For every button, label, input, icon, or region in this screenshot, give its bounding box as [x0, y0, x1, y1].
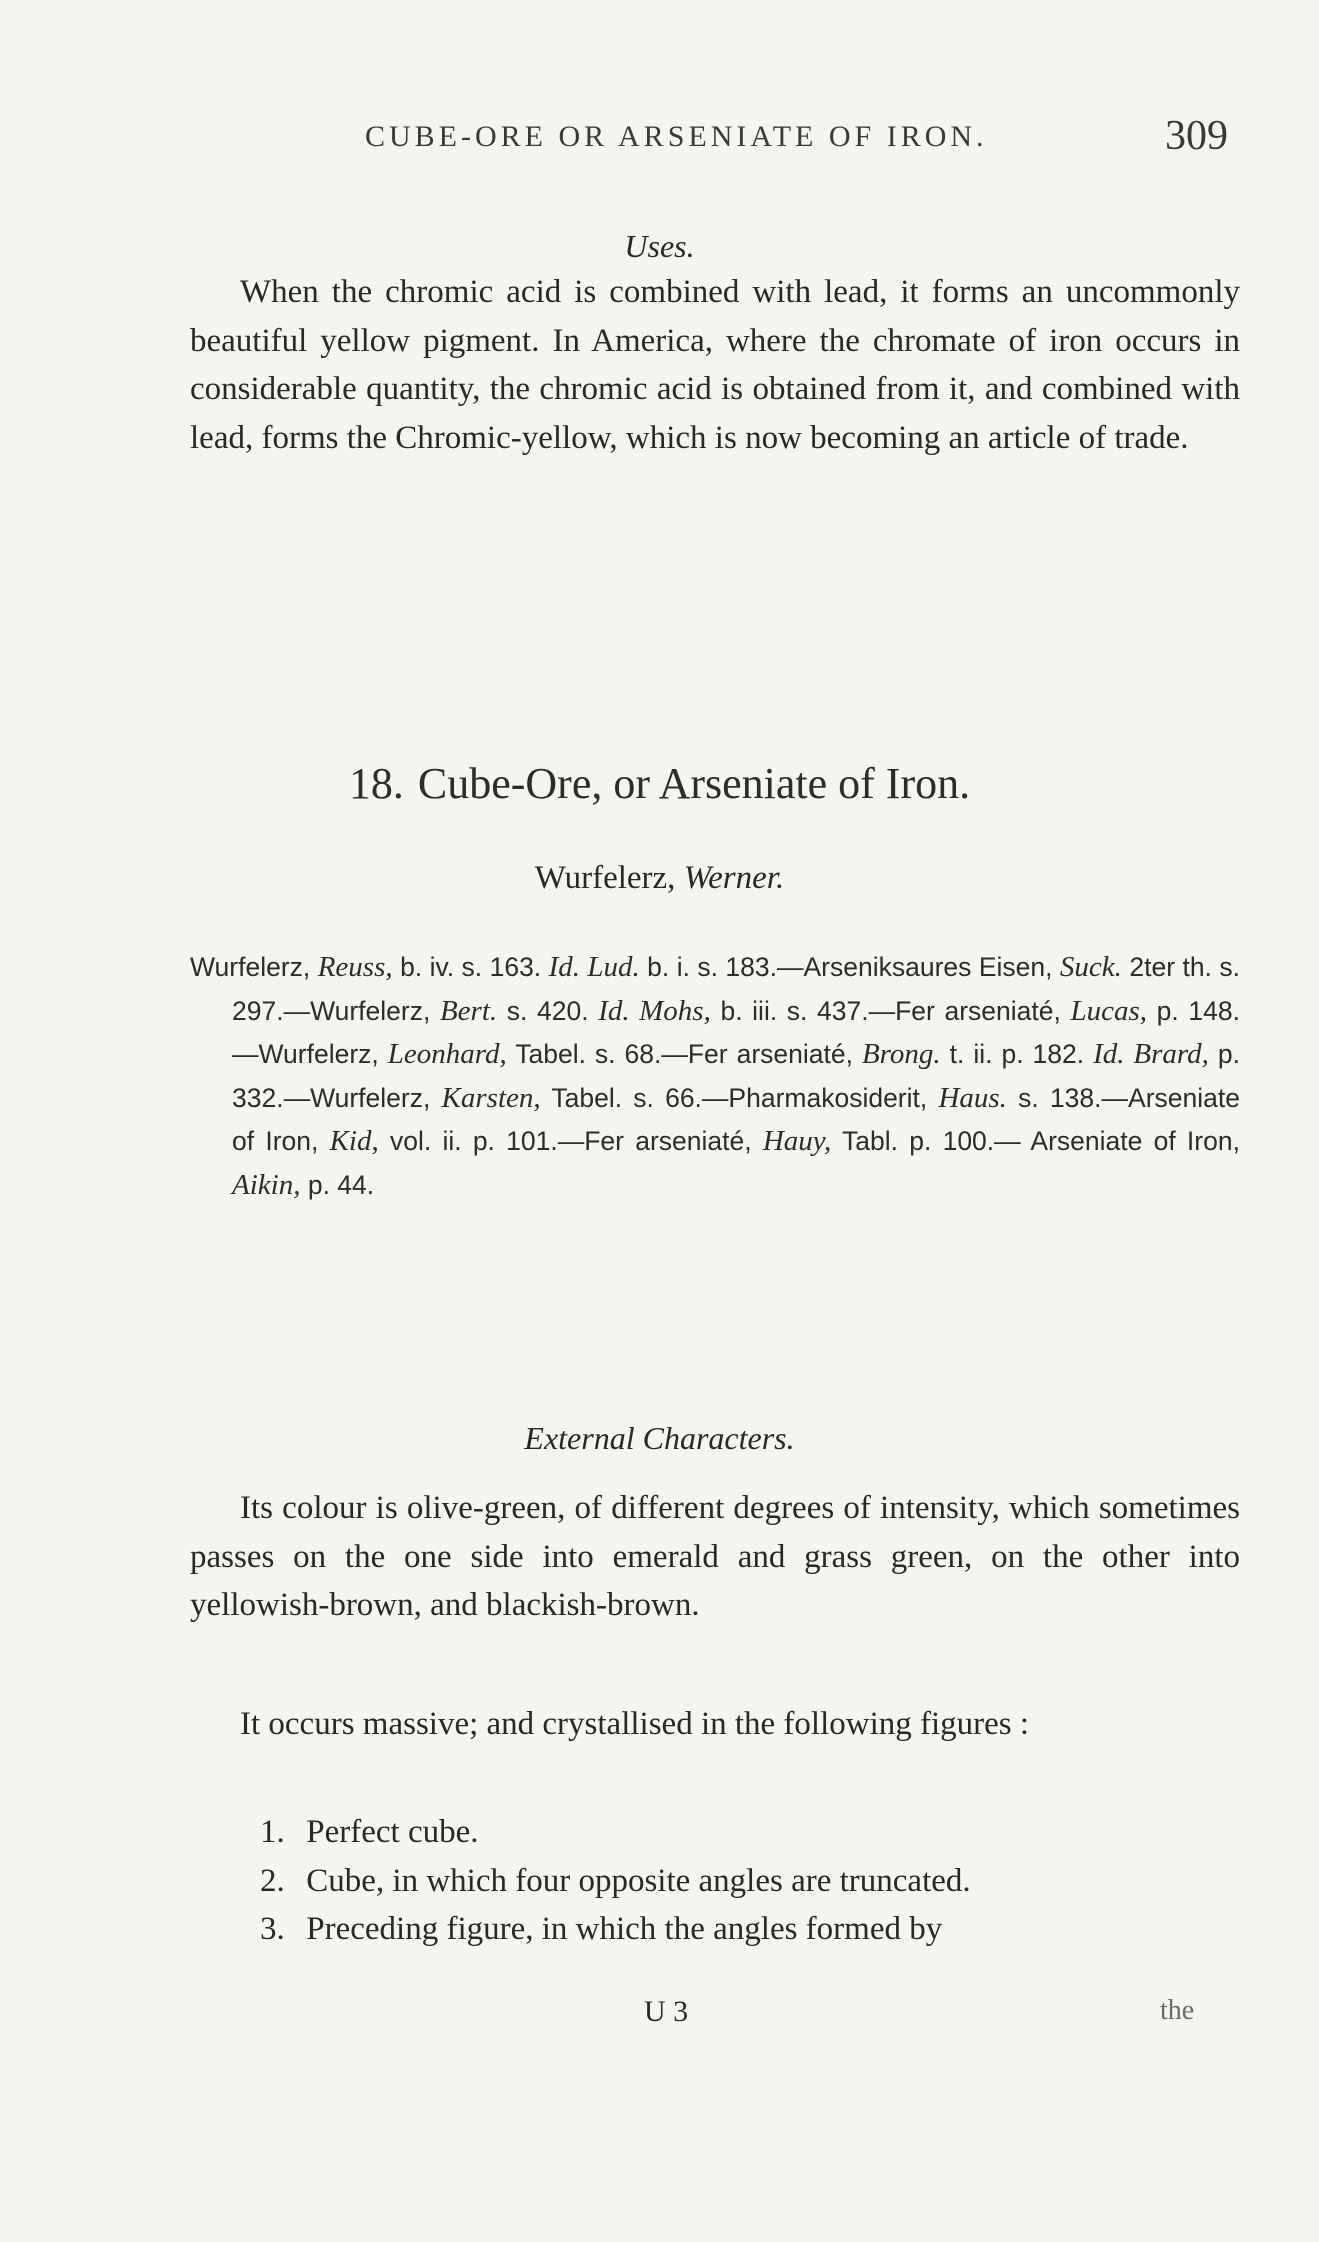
uses-paragraph: When the chromic acid is combined with lead, it forms an uncommonly beautiful yellow pigment. In America, where the chromate of iron occurs in considerable quantity, the chromic acid is obtained from it, and combined with lead, forms the Chromic-yellow, which is now becoming an article of trade.	[190, 274, 1240, 456]
article-heading	[0, 758, 1319, 809]
colour-paragraph: Its colour is olive-green, of different degrees of intensity, which sometimes passes on the one side into emerald and grass green, on the other into yellowish-brown, and blackish-brown.	[190, 1490, 1240, 1623]
synonym-entry: Arseniate of Iron, Kid, vol. ii. p. 101.	[232, 1082, 1240, 1157]
article-number: 18.	[348, 759, 404, 808]
signature-mark: U 3	[644, 1995, 689, 2028]
synonym-entry: Wurfelerz, Bert. s. 420.	[310, 994, 589, 1027]
synonym-entry: Id. Mohs, b. iii. s. 437.	[598, 994, 869, 1027]
uses-heading: Uses.	[624, 228, 695, 264]
external-characters-heading: External Characters.	[524, 1420, 795, 1456]
synonym-entry: Id. Brard, p. 332.	[232, 1038, 1240, 1113]
occurs-paragraph: It occurs massive; and crystallised in the following figures :	[240, 1706, 1030, 1742]
synonymy-paragraph: Wurfelerz, Reuss, b. iv. s. 163. Id. Lud. b. i. s. 183.—Arseniksaures Eisen, Suck. 2ter th. s. 297.—Wurfelerz, Bert. s. 420. Id. Mohs, b. iii. s. 437.—Fer arseniaté, Lucas, p. 148. —Wurfelerz, Leonhard, Tabel. s. 68.—Fer arseniaté, Brong. t. ii. p. 182. Id. Brard, p. 332.—Wurfelerz, Karsten, Tabel. s. 66.—Pharmakosiderit, Haus. s. 138.—Arseniate of Iron, Kid, vol. ii. p. 101.—Fer arseniaté, Hauy, Tabl. p. 100.— Arseniate of Iron, Aikin, p. 44.	[190, 951, 1240, 1201]
page-number: 309	[1165, 113, 1228, 159]
article-title: Cube-Ore, or Arseniate of Iron.	[417, 759, 971, 808]
synonym-entry: Arseniksaures Eisen, Suck. 2ter th. s. 297.	[232, 951, 1240, 1026]
synonym-entry: Arseniate of Iron, Aikin, p. 44.	[232, 1126, 1240, 1201]
synonym-entry: Fer arseniaté, Hauy, Tabl. p. 100.	[584, 1125, 995, 1157]
running-title: CUBE-ORE OR ARSENIATE OF IRON.	[365, 120, 988, 153]
list-item: 3. Preceding figure, in which the angles formed by	[260, 1911, 943, 1947]
synonym-entry: Wurfelerz, Leonhard, Tabel. s. 68.	[258, 1038, 662, 1070]
synonym-entry: Pharmakosiderit, Haus. s. 138.	[728, 1081, 1102, 1114]
synonym-entry: Fer arseniaté, Lucas, p. 148.	[895, 994, 1240, 1027]
german-name-heading	[0, 860, 1319, 897]
german-name: Wurfelerz,	[534, 860, 676, 896]
synonym-entry: Id. Lud. b. i. s. 183.	[548, 951, 777, 983]
figures-list	[260, 1808, 1250, 1954]
synonym-entry: Wurfelerz, Reuss, b. iv. s. 163.	[190, 951, 542, 983]
synonym-entry: Wurfelerz, Karsten, Tabel. s. 66.	[310, 1081, 702, 1114]
synonym-entry: Fer arseniaté, Brong. t. ii. p. 182.	[687, 1038, 1085, 1070]
german-name-author: Werner.	[683, 860, 785, 896]
synonymy-block	[190, 946, 1240, 1207]
running-head	[190, 112, 1260, 172]
list-item: 2. Cube, in which four opposite angles are truncated.	[260, 1862, 971, 1899]
catchword: the	[1160, 1995, 1195, 2026]
list-item: 1. Perfect cube.	[260, 1814, 479, 1850]
